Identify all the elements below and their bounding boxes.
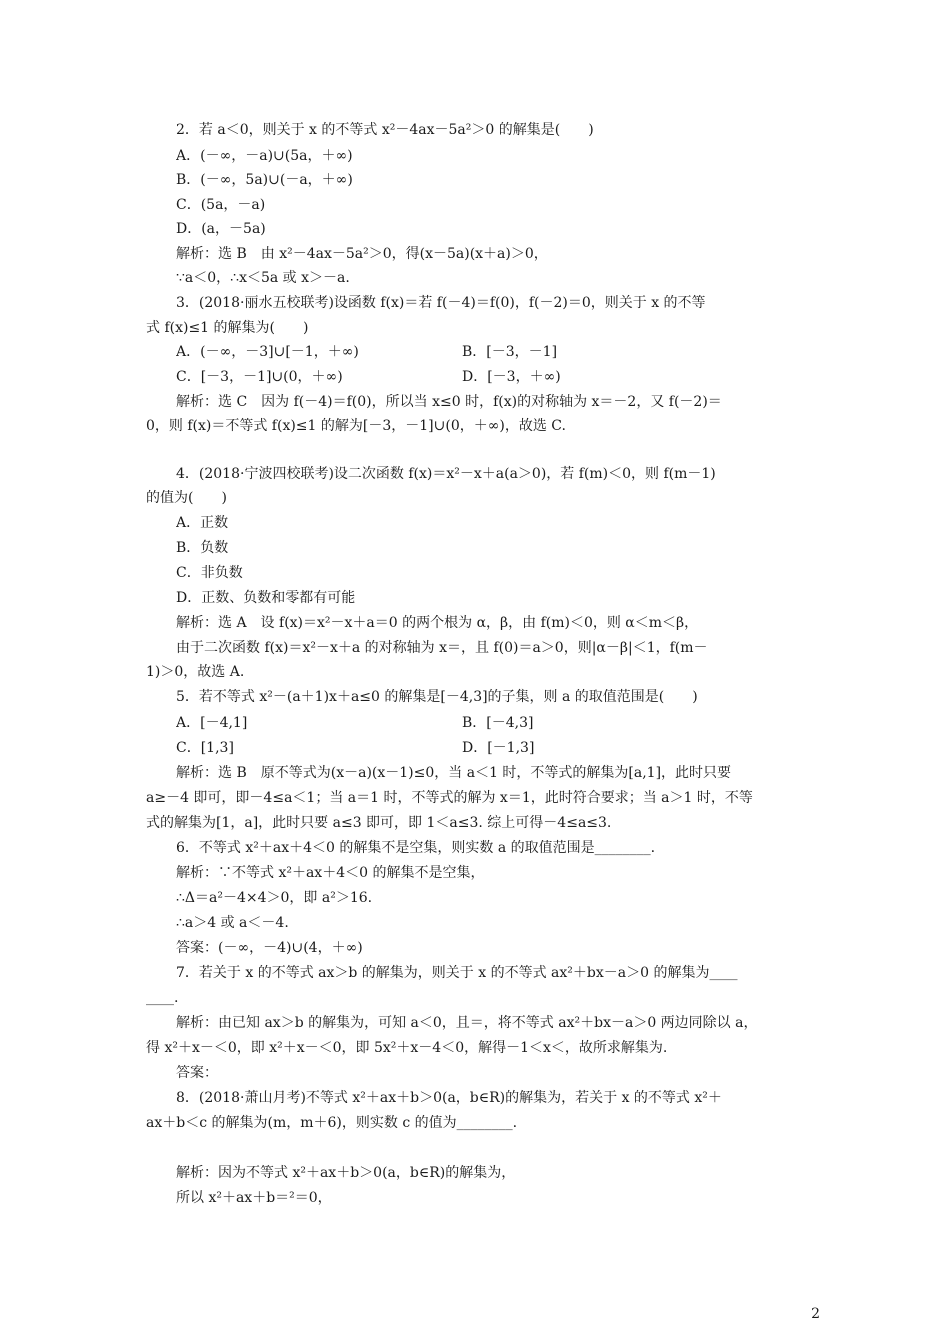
q4-analysis-cont: 由于二次函数 f(x)＝x²－x＋a 的对称轴为 x＝，且 f(0)＝a＞0，则|α－β|＜1，f(m－	[176, 640, 708, 656]
q6-analysis: 解析：∵不等式 x²＋ax＋4＜0 的解集不是空集，	[176, 865, 485, 881]
q2-option-b: B．(－∞，5a)∪(－a，＋∞)	[176, 172, 353, 188]
q3-stem-cont: 式 f(x)≤1 的解集为( )	[146, 320, 309, 336]
q7-analysis: 解析：由已知 ax＞b 的解集为，可知 a＜0，且＝，将不等式 ax²＋bx－a＞0 两边同除以 a，	[176, 1015, 758, 1031]
q3-analysis-cont: 0，则 f(x)＝不等式 f(x)≤1 的解为[－3，－1]∪(0，＋∞)，故选 C.	[146, 418, 566, 434]
q7-stem: 7．若关于 x 的不等式 ax＞b 的解集为，则关于 x 的不等式 ax²＋bx－a＞0 的解集为____	[176, 965, 738, 981]
q5-option-b: B．[－4,3]	[462, 715, 534, 731]
q2-option-d: D．(a，－5a)	[176, 221, 266, 237]
q5-analysis-cont: a≥－4 即可，即－4≤a＜1；当 a＝1 时，不等式的解为 x＝1，此时符合要求；当 a＞1 时，不等	[146, 790, 753, 806]
q2-option-a: A．(－∞，－a)∪(5a，＋∞)	[176, 148, 353, 164]
q3-stem: 3．(2018·丽水五校联考)设函数 f(x)＝若 f(－4)＝f(0)，f(－2)＝0，则关于 x 的不等	[176, 295, 706, 311]
q2-stem: 2．若 a＜0，则关于 x 的不等式 x²－4ax－5a²＞0 的解集是( )	[176, 122, 594, 138]
q5-option-c: C．[1,3]	[176, 740, 234, 756]
q3-option-b: B．[－3，－1]	[462, 344, 558, 360]
q8-stem-cont: ax＋b＜c 的解集为(m，m＋6)，则实数 c 的值为________.	[146, 1115, 518, 1131]
q6-answer: 答案：(－∞，－4)∪(4，＋∞)	[176, 940, 363, 956]
q6-analysis-cont: ∴Δ＝a²－4×4＞0，即 a²＞16.	[176, 890, 373, 906]
q4-stem-cont: 的值为( )	[146, 490, 227, 506]
q4-option-a: A．正数	[176, 515, 229, 531]
q5-analysis: 解析：选 B 原不等式为(x－a)(x－1)≤0，当 a＜1 时，不等式的解集为[a,1]，此时只要	[176, 765, 732, 781]
q4-analysis-end: 1)＞0，故选 A.	[146, 664, 245, 680]
page-number: 2	[811, 1306, 820, 1322]
q3-option-d: D．[－3，＋∞)	[462, 369, 561, 385]
q8-analysis: 解析：因为不等式 x²＋ax＋b＞0(a，b∈R)的解集为，	[176, 1165, 516, 1181]
q6-stem: 6．不等式 x²＋ax＋4＜0 的解集不是空集，则实数 a 的取值范围是________.	[176, 840, 656, 856]
q4-option-d: D．正数、负数和零都有可能	[176, 590, 356, 606]
q2-analysis: 解析：选 B 由 x²－4ax－5a²＞0，得(x－5a)(x＋a)＞0，	[176, 246, 548, 262]
q3-option-a: A．(－∞，－3]∪[－1，＋∞)	[176, 344, 359, 360]
q3-analysis: 解析：选 C 因为 f(－4)＝f(0)，所以当 x≤0 时，f(x)的对称轴为 x＝－2，又 f(－2)＝	[176, 394, 722, 410]
q4-option-c: C．非负数	[176, 565, 243, 581]
q4-analysis: 解析：选 A 设 f(x)＝x²－x＋a＝0 的两个根为 α，β，由 f(m)＜0，则 α＜m＜β，	[176, 615, 699, 631]
q4-option-b: B．负数	[176, 540, 229, 556]
q5-option-d: D．[－1,3]	[462, 740, 535, 756]
q7-stem-cont: ____.	[146, 990, 179, 1006]
q4-stem: 4．(2018·宁波四校联考)设二次函数 f(x)＝x²－x＋a(a＞0)，若 f(m)＜0，则 f(m－1)	[176, 466, 716, 482]
q8-stem: 8．(2018·萧山月考)不等式 x²＋ax＋b＞0(a，b∈R)的解集为，若关于 x 的不等式 x²＋	[176, 1090, 722, 1106]
q5-option-a: A．[－4,1]	[176, 715, 248, 731]
q2-option-c: C．(5a，－a)	[176, 197, 266, 213]
q8-analysis-cont: 所以 x²＋ax＋b＝²＝0，	[176, 1190, 332, 1206]
q5-stem: 5．若不等式 x²－(a＋1)x＋a≤0 的解集是[－4,3]的子集，则 a 的取值范围是( )	[176, 689, 698, 705]
q7-answer: 答案：	[176, 1065, 218, 1081]
q2-analysis-cont: ∵a＜0，∴x＜5a 或 x＞－a.	[176, 270, 350, 286]
q3-option-c: C．[－3，－1]∪(0，＋∞)	[176, 369, 343, 385]
q5-analysis-end: 式的解集为[1，a]，此时只要 a≤3 即可，即 1＜a≤3. 综上可得－4≤a≤3.	[146, 815, 612, 831]
q6-analysis-end: ∴a＞4 或 a＜－4.	[176, 915, 289, 931]
q7-analysis-cont: 得 x²＋x－＜0，即 x²＋x－＜0，即 5x²＋x－4＜0，解得－1＜x＜，故所求解集为.	[146, 1040, 668, 1056]
